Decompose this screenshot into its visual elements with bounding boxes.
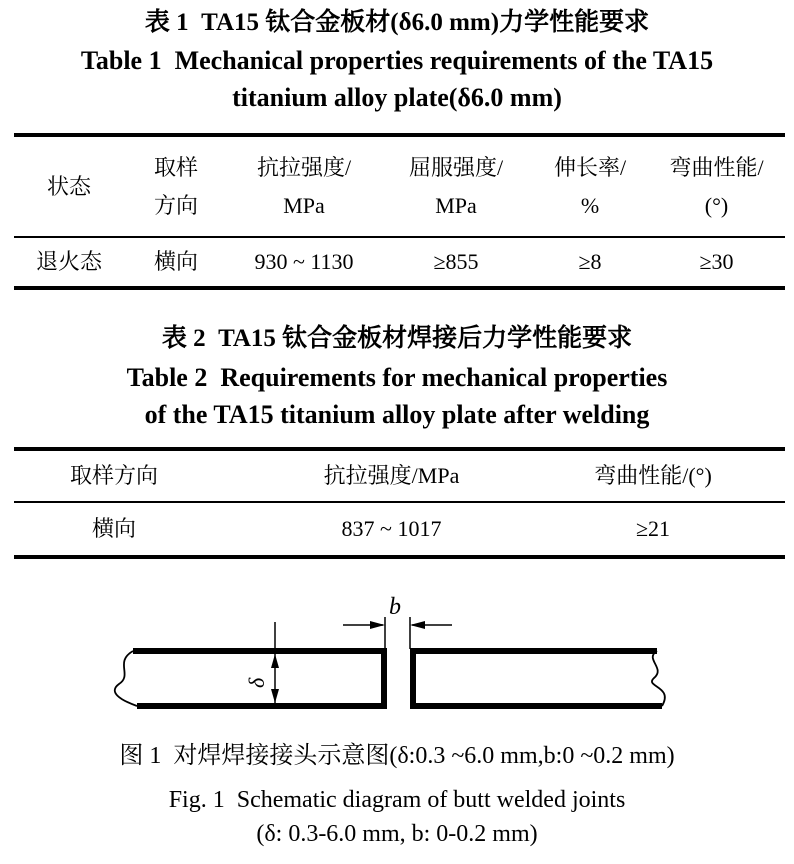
table1-header-elongation-line1: 伸长率/ bbox=[553, 154, 627, 180]
right-plate bbox=[410, 648, 665, 709]
table1-cell-sampling: 横向 bbox=[153, 249, 198, 274]
table2-data-row bbox=[14, 503, 785, 555]
table1-header-bending-line2: (°) bbox=[704, 192, 729, 218]
table2-cell-sampling: 横向 bbox=[91, 516, 136, 541]
delta-arrowhead-down bbox=[271, 689, 279, 703]
table1-cell-tensile: 930 ~ 1130 bbox=[254, 249, 354, 274]
table1-title-zh: 表 1 TA15 钛合金板材(δ6.0 mm)力学性能要求 bbox=[144, 9, 650, 36]
table1-cell-bending: ≥30 bbox=[699, 249, 734, 274]
delta-label: δ bbox=[244, 677, 269, 688]
table2-header-row bbox=[14, 451, 785, 501]
table1-header-sampling-line2: 方向 bbox=[153, 192, 198, 218]
table1-header-yield-line2: MPa bbox=[435, 192, 477, 218]
table1-bottom-rule bbox=[14, 286, 785, 290]
thickness-dimension-delta bbox=[244, 622, 279, 703]
table2-cell-tensile: 837 ~ 1017 bbox=[341, 516, 442, 541]
table1-header-sampling-line1: 取样 bbox=[153, 154, 198, 180]
table2-title-en-line1: Table 2 Requirements for mechanical properties bbox=[126, 363, 668, 392]
table1-header-bending-line1: 弯曲性能/ bbox=[669, 154, 764, 180]
table1-header-tensile-line1: 抗拉强度/ bbox=[256, 154, 352, 180]
b-label: b bbox=[389, 594, 401, 620]
b-arrowhead-right bbox=[410, 621, 425, 629]
table2-header-tensile-strength: 抗拉强度/MPa bbox=[323, 463, 460, 488]
butt-weld-diagram bbox=[0, 580, 794, 745]
table1-header-tensile-strength bbox=[228, 137, 380, 236]
table1-header-tensile-line2: MPa bbox=[283, 192, 325, 218]
figure-caption-en-line2: (δ: 0.3-6.0 mm, b: 0-0.2 mm) bbox=[256, 821, 538, 847]
right-plate-break-line bbox=[652, 651, 665, 706]
table1-header-yield-line1: 屈服强度/ bbox=[408, 154, 504, 180]
table1-header-bending bbox=[648, 137, 785, 236]
table1-header-sampling-direction bbox=[124, 137, 228, 236]
delta-arrowhead-up bbox=[271, 654, 279, 668]
table1-cell-elongation: ≥8 bbox=[578, 249, 602, 274]
table1-data-row bbox=[14, 238, 785, 286]
table1-title-en-line1: Table 1 Mechanical properties requirements of the TA15 bbox=[80, 46, 714, 75]
table2-title-zh: 表 2 TA15 钛合金板材焊接后力学性能要求 bbox=[161, 325, 633, 352]
table2-header-sampling-direction: 取样方向 bbox=[69, 463, 158, 488]
table1-cell-state: 退火态 bbox=[35, 249, 102, 274]
table1-header-row bbox=[14, 137, 785, 236]
figure-caption-en-line1: Fig. 1 Schematic diagram of butt welded joints bbox=[168, 787, 626, 813]
table1-header-elongation bbox=[532, 137, 648, 236]
gap-dimension-b bbox=[343, 594, 452, 649]
table2-header-bending: 弯曲性能/(°) bbox=[594, 463, 712, 488]
table1-header-state-text: 状态 bbox=[46, 173, 91, 199]
table2-bottom-rule bbox=[14, 555, 785, 559]
table2-cell-bending: ≥21 bbox=[635, 516, 671, 541]
table1-header-yield-strength bbox=[380, 137, 532, 236]
table1-title-en-line2: titanium alloy plate(δ6.0 mm) bbox=[232, 83, 562, 112]
table1 bbox=[14, 133, 785, 290]
table2 bbox=[14, 447, 785, 559]
table1-header-elongation-line2: % bbox=[580, 192, 600, 218]
table1-header-state bbox=[14, 137, 124, 236]
table1-cell-yield: ≥855 bbox=[433, 249, 479, 274]
b-arrowhead-left bbox=[370, 621, 385, 629]
left-plate-break-line bbox=[115, 651, 137, 706]
figure-caption-zh: 图 1 对焊焊接接头示意图(δ:0.3 ~6.0 mm,b:0 ~0.2 mm) bbox=[119, 743, 675, 769]
table2-title-en-line2: of the TA15 titanium alloy plate after welding bbox=[144, 400, 650, 429]
